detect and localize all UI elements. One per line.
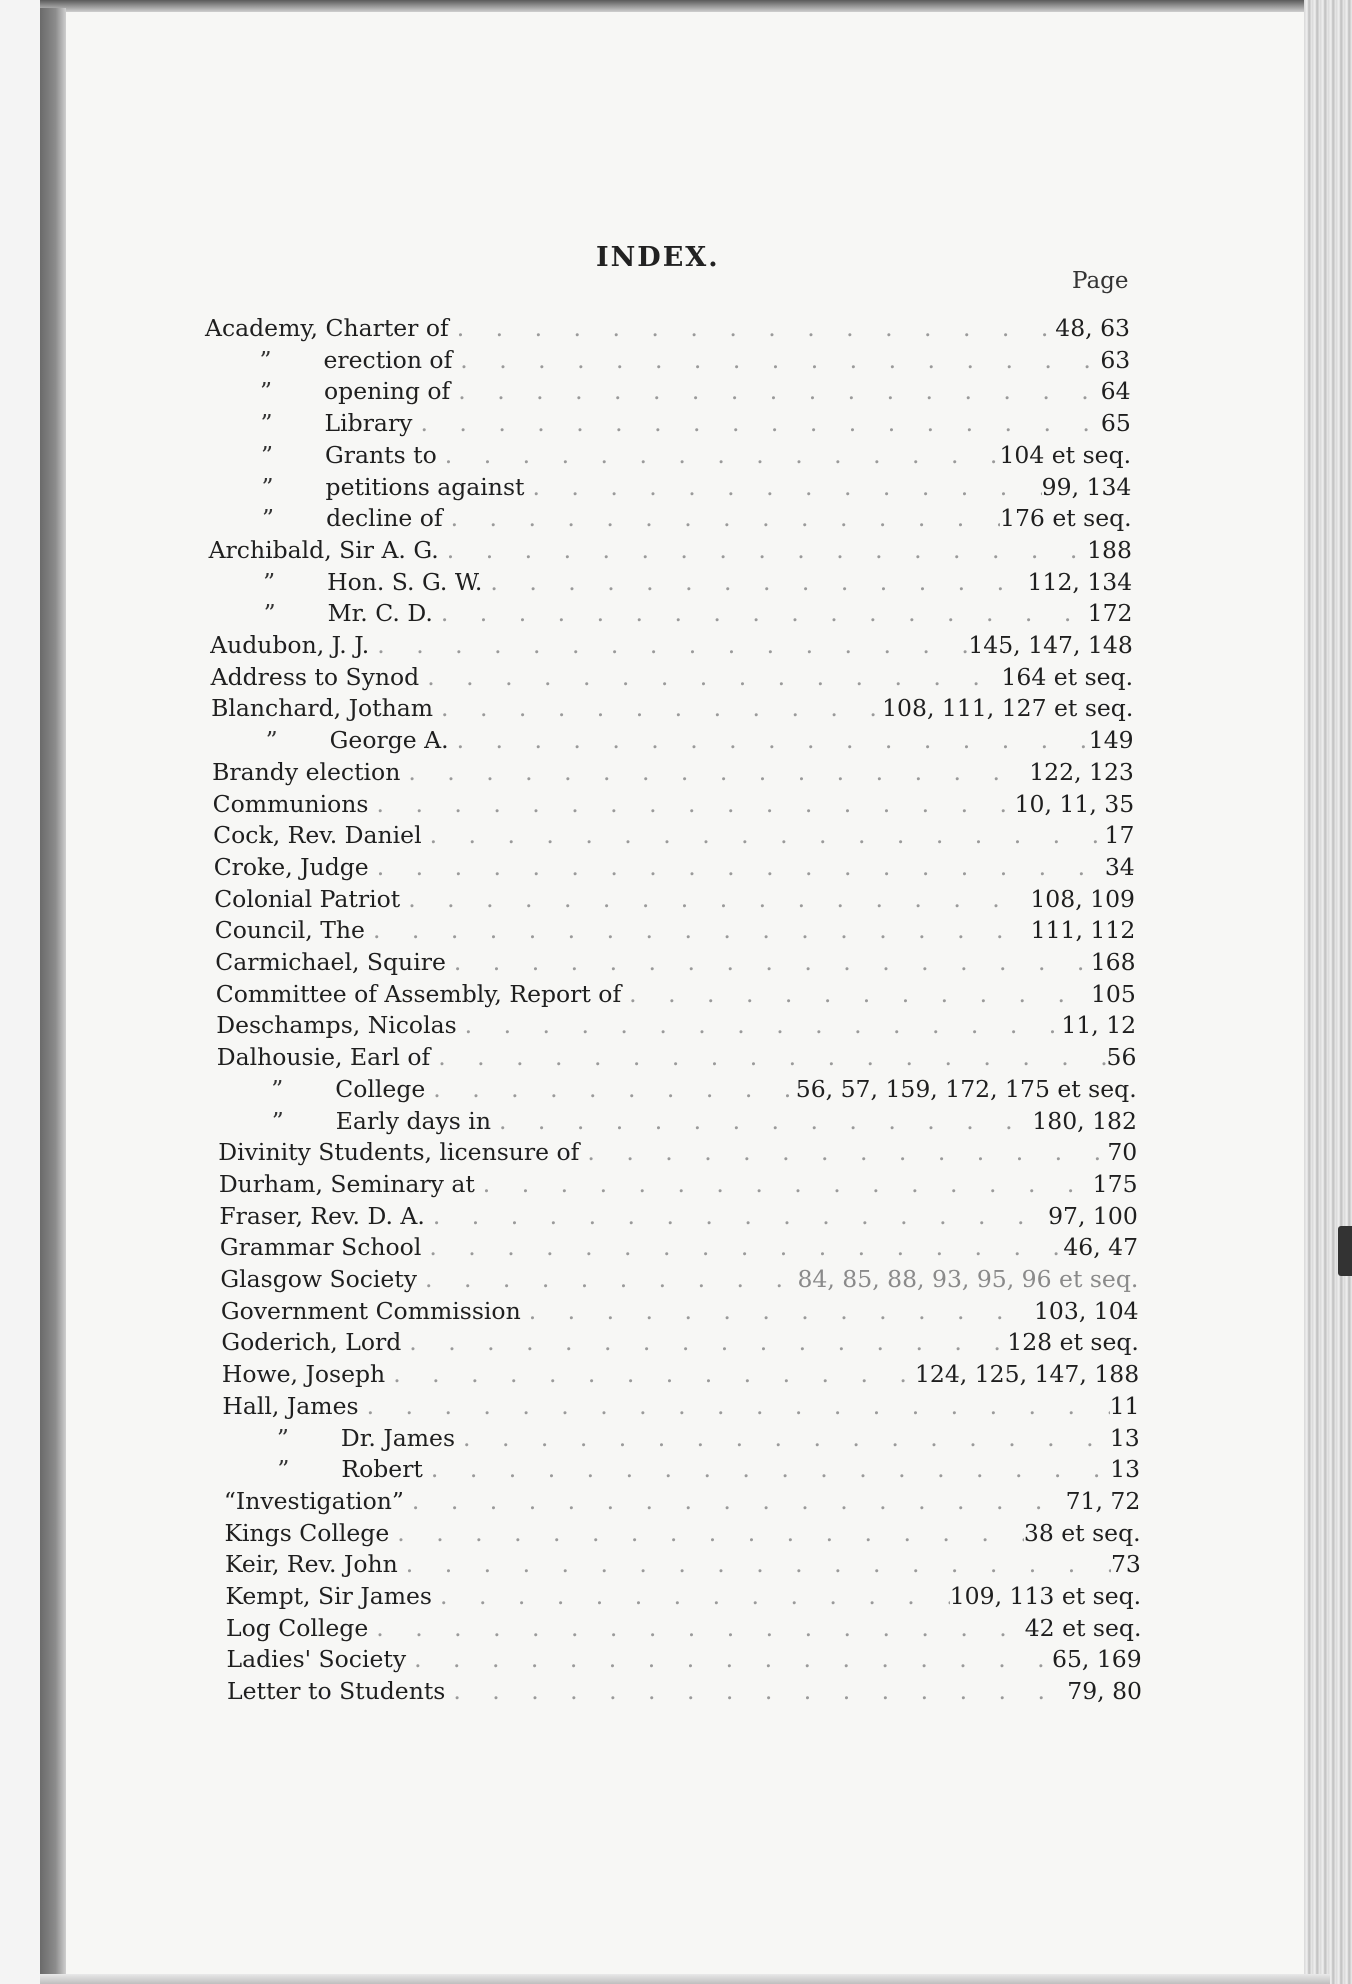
dot-leader <box>449 724 1089 756</box>
index-entry-pages: 73 <box>1110 1550 1141 1579</box>
index-entry <box>273 1453 1140 1485</box>
dot-leader <box>491 1105 1032 1137</box>
dot-leader <box>369 629 968 661</box>
index-entry-label: Address to Synod <box>210 662 420 691</box>
index-entry <box>224 1485 1140 1517</box>
dot-leader <box>621 978 1091 1010</box>
index-entry-pages: 105 <box>1090 979 1136 1008</box>
index-entry-pages: 176 et seq. <box>1000 504 1132 533</box>
index-entry <box>258 471 1132 503</box>
dot-leader <box>475 1168 1093 1200</box>
index-entry-label: Blanchard, Jotham <box>211 694 434 723</box>
index-entry <box>226 1612 1141 1644</box>
index-entry-label: Grammar School <box>219 1233 422 1262</box>
dot-leader <box>579 1136 1107 1168</box>
dot-leader <box>406 1643 1052 1675</box>
index-entry-label: Cock, Rev. Daniel <box>213 821 422 850</box>
index-entry-pages: 65 <box>1100 409 1131 438</box>
index-entry-label: Durham, Seminary at <box>218 1169 475 1198</box>
index-entry-label: Glasgow Society <box>220 1265 418 1293</box>
index-entry-label: erection of <box>323 345 453 374</box>
index-entry-pages: 56 <box>1106 1043 1137 1072</box>
index-entry-label: Divinity Students, licensure of <box>218 1138 580 1167</box>
index-entry-label: Academy, Charter of <box>205 314 449 342</box>
index-entry-pages: 172 <box>1087 599 1133 628</box>
index-entry <box>257 439 1131 471</box>
index-entry-label: Howe, Joseph <box>221 1360 386 1389</box>
index-entry <box>209 534 1132 566</box>
index-entry-pages: 168 <box>1090 948 1136 976</box>
index-entry-label: Hon. S. G. W. <box>327 567 483 596</box>
ditto-mark: ” <box>263 567 276 596</box>
index-entry <box>213 788 1135 820</box>
index-entry-label: Archibald, Sir A. G. <box>208 535 439 564</box>
ditto-mark: ” <box>276 1423 289 1452</box>
index-entry-label: opening of <box>324 377 451 406</box>
index-entry <box>256 344 1131 376</box>
ditto-mark: ” <box>262 504 275 533</box>
index-entry-pages: 71, 72 <box>1065 1486 1141 1515</box>
index-entry-pages: 63 <box>1100 345 1131 374</box>
dot-leader <box>369 788 1015 820</box>
index-entry-label: Keir, Rev. John <box>224 1550 398 1579</box>
index-entry-pages: 109, 113 et seq. <box>949 1582 1142 1610</box>
index-entry <box>227 1675 1142 1707</box>
index-entry <box>260 597 1133 629</box>
index-entry-pages: 108, 111, 127 et seq. <box>882 694 1134 723</box>
ditto-mark: ” <box>259 345 272 374</box>
dot-leader <box>368 1612 1024 1644</box>
index-entry-pages: 175 <box>1092 1169 1138 1198</box>
index-entry <box>221 1295 1139 1327</box>
dot-leader <box>425 1200 1048 1232</box>
index-entry-pages: 97, 100 <box>1048 1201 1138 1230</box>
dot-leader <box>425 1073 795 1105</box>
ditto-mark: ” <box>271 1106 284 1135</box>
dot-leader <box>521 1295 1034 1327</box>
index-entry <box>273 1422 1140 1454</box>
dot-leader <box>432 1580 950 1612</box>
index-entry-pages: 38 et seq. <box>1023 1518 1141 1547</box>
dot-leader <box>365 914 1031 946</box>
index-entry <box>215 946 1135 978</box>
index-entry-pages: 65, 169 <box>1052 1645 1142 1674</box>
dot-leader <box>385 1358 915 1390</box>
index-entry-pages: 180, 182 <box>1032 1106 1137 1135</box>
index-entry-label: Kings College <box>224 1518 390 1547</box>
index-entry-pages: 188 <box>1087 535 1132 564</box>
dot-leader <box>401 1326 1007 1358</box>
index-entry-label: Letter to Students <box>227 1677 446 1706</box>
index-entry-label: Hall, James <box>222 1391 359 1420</box>
dot-leader <box>412 407 1100 439</box>
dot-leader <box>524 471 1041 503</box>
dot-leader <box>398 1548 1111 1580</box>
index-entry-pages: 70 <box>1107 1138 1138 1167</box>
dot-leader <box>419 661 1001 693</box>
index-entry-pages: 17 <box>1104 821 1135 850</box>
page-stack-edge <box>1304 0 1352 1984</box>
index-entry-label: Early days in <box>335 1106 491 1135</box>
index-entry <box>225 1580 1141 1612</box>
ditto-mark: ” <box>260 377 273 406</box>
dot-leader <box>433 597 1088 629</box>
index-entry-pages: 11, 12 <box>1061 1011 1137 1040</box>
dot-leader <box>423 1453 1110 1485</box>
dot-leader <box>430 1041 1106 1073</box>
index-entry-label: Mr. C. D. <box>327 599 433 628</box>
dot-leader <box>417 1263 797 1295</box>
index-entry <box>214 883 1135 915</box>
index-entry-label: Deschamps, Nicolas <box>216 1011 457 1040</box>
dot-leader <box>445 1675 1067 1707</box>
index-entry <box>213 819 1134 851</box>
dot-leader <box>400 883 1030 915</box>
dot-leader <box>439 534 1087 566</box>
index-entry <box>219 1200 1137 1232</box>
index-entry-label: Croke, Judge <box>213 852 369 881</box>
index-entry-pages: 13 <box>1110 1455 1141 1484</box>
dot-leader <box>437 439 1000 471</box>
page-tab-marker <box>1338 1226 1352 1276</box>
index-entry-pages: 99, 134 <box>1041 472 1132 501</box>
index-entry-pages: 108, 109 <box>1030 884 1136 913</box>
dot-leader <box>422 819 1105 851</box>
dot-leader <box>449 312 1056 344</box>
index-entry <box>257 407 1131 439</box>
index-entry-label: Committee of Assembly, Report of <box>215 979 622 1008</box>
index-entry-label: College <box>335 1074 426 1103</box>
ditto-mark: ” <box>260 409 273 438</box>
index-entry-label: Grants to <box>325 440 437 469</box>
book-spine <box>40 8 66 1976</box>
index-entry-label: Ladies' Society <box>226 1645 407 1674</box>
ditto-mark: ” <box>263 599 276 628</box>
ditto-mark: ” <box>261 472 274 501</box>
index-entry-label: Communions <box>212 789 369 818</box>
dot-leader <box>369 851 1105 883</box>
index-entry <box>205 312 1130 344</box>
index-entry <box>222 1390 1139 1422</box>
index-entry <box>211 692 1133 724</box>
index-entry <box>220 1263 1138 1295</box>
index-entry <box>225 1548 1141 1580</box>
index-entry-label: Council, The <box>214 916 365 945</box>
index-entry-label: Robert <box>341 1455 423 1484</box>
index-entry <box>268 1105 1137 1137</box>
index-entry <box>267 1073 1136 1105</box>
index-heading: INDEX. <box>596 242 720 273</box>
index-entry <box>258 502 1132 534</box>
index-entry-label: Colonial Patriot <box>214 884 401 913</box>
index-entry-pages: 124, 125, 147, 188 <box>914 1360 1140 1389</box>
index-entry-label: Kempt, Sir James <box>225 1582 432 1610</box>
index-entry-pages: 122, 123 <box>1029 757 1134 786</box>
index-entry-pages: 10, 11, 35 <box>1014 789 1135 818</box>
ditto-mark: ” <box>265 726 278 755</box>
index-entry-pages: 42 et seq. <box>1024 1613 1142 1642</box>
index-entry <box>214 851 1135 883</box>
index-entry-pages: 48, 63 <box>1055 314 1130 342</box>
index-entry-pages: 84, 85, 88, 93, 95, 96 et seq. <box>797 1265 1139 1293</box>
index-entry <box>219 1168 1138 1200</box>
page-bottom-edge <box>40 1974 1330 1984</box>
index-entry-label: Dalhousie, Earl of <box>216 1043 431 1072</box>
index-entry-label: Government Commission <box>220 1296 521 1325</box>
index-entry <box>256 375 1131 407</box>
index-entry <box>210 629 1133 661</box>
index-entry-label: Dr. James <box>340 1423 456 1452</box>
ditto-mark: ” <box>277 1455 290 1484</box>
index-entry <box>212 756 1134 788</box>
index-entry-pages: 104 et seq. <box>999 440 1132 469</box>
dot-leader <box>433 692 882 724</box>
dot-leader <box>482 566 1027 598</box>
index-entry-pages: 112, 134 <box>1027 567 1133 596</box>
index-entry-label: “Investigation” <box>223 1486 404 1515</box>
index-entry-pages: 145, 147, 148 <box>968 631 1133 659</box>
index-entry <box>221 1326 1139 1358</box>
scan-margin-left <box>0 0 40 1984</box>
dot-leader <box>446 946 1091 978</box>
dot-leader <box>359 1390 1110 1422</box>
index-entry-pages: 34 <box>1104 852 1135 881</box>
dot-leader <box>457 1009 1062 1041</box>
dot-leader <box>389 1517 1024 1549</box>
index-entry <box>224 1517 1140 1549</box>
index-entry <box>262 724 1134 756</box>
index-entry-pages: 149 <box>1088 726 1134 755</box>
index-entry <box>226 1643 1141 1675</box>
dot-leader <box>404 1485 1066 1517</box>
index-entry <box>216 978 1136 1010</box>
dot-leader <box>421 1231 1063 1263</box>
page-top-edge <box>40 0 1330 12</box>
index-entry-label: Library <box>324 409 413 438</box>
index-entry-pages: 46, 47 <box>1063 1233 1139 1262</box>
index-entry-label: Log College <box>225 1613 369 1642</box>
index-entry-label: George A. <box>329 726 449 755</box>
index-entry-pages: 111, 112 <box>1030 916 1136 945</box>
index-entry-label: Audubon, J. J. <box>210 631 370 659</box>
ditto-mark: ” <box>261 440 274 469</box>
index-entry-label: petitions against <box>325 472 525 501</box>
index-entry-label: Fraser, Rev. D. A. <box>219 1201 425 1230</box>
index-entry <box>218 1136 1137 1168</box>
dot-leader <box>452 344 1100 376</box>
index-entry-label: Carmichael, Squire <box>215 948 446 976</box>
index-entry <box>215 914 1136 946</box>
index-entry-pages: 11 <box>1109 1391 1140 1420</box>
index-entry-pages: 103, 104 <box>1033 1296 1139 1325</box>
index-entry <box>259 566 1132 598</box>
index-entry-label: Goderich, Lord <box>221 1328 402 1357</box>
index-entry <box>217 1041 1137 1073</box>
index-entry <box>220 1231 1138 1263</box>
dot-leader <box>400 756 1029 788</box>
index-entry-pages: 13 <box>1109 1423 1140 1452</box>
index-entry-label: Brandy election <box>212 757 401 786</box>
index-entry-pages: 64 <box>1100 377 1131 406</box>
index-entry-pages: 79, 80 <box>1067 1677 1142 1706</box>
index-entry-pages: 56, 57, 159, 172, 175 et seq. <box>795 1074 1137 1103</box>
dot-leader <box>450 375 1100 407</box>
index-entry <box>211 661 1133 693</box>
dot-leader <box>443 502 1000 534</box>
dot-leader <box>455 1422 1110 1454</box>
ditto-mark: ” <box>271 1074 284 1103</box>
index-entry-pages: 164 et seq. <box>1001 662 1134 691</box>
index-entry-label: decline of <box>326 504 443 533</box>
page-column-label: Page <box>1072 268 1129 294</box>
index-entry-pages: 128 et seq. <box>1007 1328 1139 1357</box>
index-entry <box>222 1358 1139 1390</box>
index-entry <box>216 1009 1136 1041</box>
